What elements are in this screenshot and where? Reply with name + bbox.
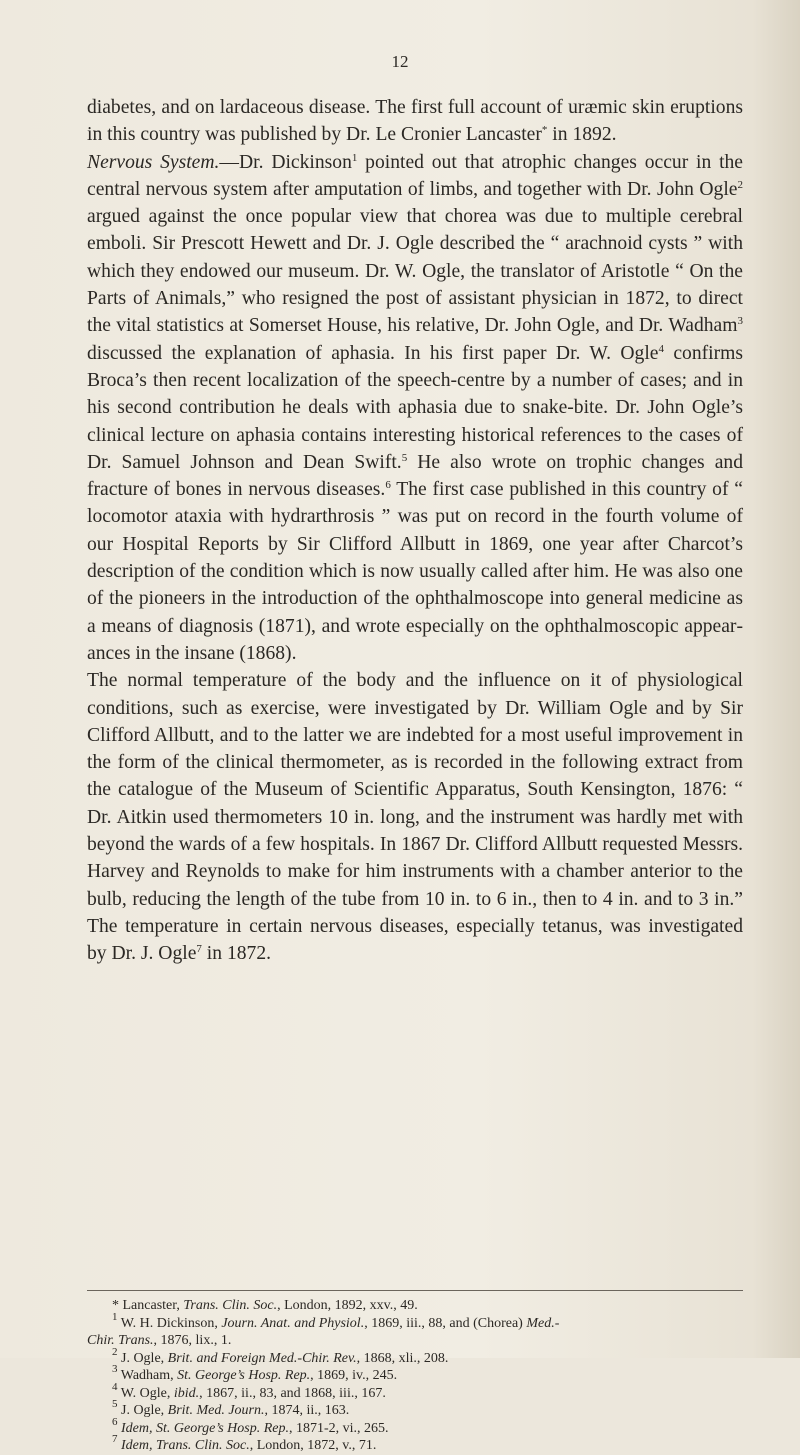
footnote-marker: *: [541, 124, 548, 137]
footnote-marker: 1: [112, 1310, 118, 1323]
footnote-marker: 1: [351, 151, 358, 164]
text-run: * Lancaster,: [112, 1298, 184, 1313]
paragraph: [87, 94, 743, 149]
footnote-marker: 4: [658, 342, 664, 355]
text-run: W. Ogle,: [117, 1385, 174, 1401]
italic-text: Idem, Trans. Clin. Soc.: [121, 1438, 250, 1453]
italic-text: Brit. and Foreign Med.-Chir. Rev.: [167, 1350, 357, 1366]
text-run: , 1871-2, vi., 265.: [288, 1420, 389, 1436]
italic-text: Med.-: [526, 1315, 560, 1331]
footnote: [112, 1310, 752, 1333]
footnote: [112, 1415, 752, 1438]
text-run: discussed the explanation of aphasia. In his first paper Dr. W. Ogle: [87, 342, 659, 364]
page-number: 12: [391, 52, 409, 71]
text-run: pointed out that atrophic changes occur in the central nervous system after amputation of limbs, and together with Dr. John Ogle: [87, 151, 744, 200]
text-run: , 1867, ii., 83, and 1868, iii., 167.: [199, 1385, 386, 1401]
paragraph: [87, 667, 743, 967]
italic-text: Brit. Med. Journ.: [167, 1403, 265, 1418]
italic-text: ibid.: [173, 1385, 200, 1401]
text-run: diabetes, and on lardaceous disease. The first full account of uræmic skin eruptions in this country was published by Dr. Le Cronier Lancaster: [87, 97, 743, 146]
footnote-continuation: [87, 1332, 752, 1350]
footnote-marker: 5: [401, 451, 408, 464]
footnote-marker: 2: [737, 178, 743, 191]
text-run: , 1874, ii., 163.: [264, 1403, 350, 1418]
footnote-marker: 2: [112, 1345, 118, 1358]
text-run: W. H. Dickinson,: [117, 1315, 222, 1331]
body-text: [87, 94, 743, 968]
text-run: The normal temperature of the body and the influence on it of physiological conditions, such as exercise, were investigated by Dr. William Ogle and by Sir Clifford Allbutt, and to the latter we are indebted for a most useful improvement in the form of the clinical thermometer, as is recorded in the following extract from the catalogue of the Museum of Scientific Apparatus, South Kensington, 1876: “ Dr. Aitkin used thermometers 10 in. long, and the instrument was hardly met with beyond the wards of a few hospitals. In 1867 Dr. Clifford Allbutt requested Messrs. Harvey and Reynolds to make for him instruments with a chamber anterior to the bulb, reducing the length of the tube from 10 in. to 6 in., then to 4 in. and to 3 in.” The temperature in certain nervous diseases, especially tetanus, was investigated by Dr. J. Ogle: [87, 670, 743, 965]
text-run: , 1876, lix., 1.: [153, 1333, 232, 1348]
footnotes: [87, 1297, 752, 1455]
text-run: confirms Broca’s then recent localization of the speech-centre by a number of cases; and in his second contribution he deals with aphasia due to snake-bite. Dr. John Ogle’s clinical lecture on aphasia contains interesting historical references to the cases of Dr. Samuel Johnson and Dean Swift.: [87, 342, 743, 473]
text-run: , 1869, iii., 88, and (Chorea): [364, 1315, 527, 1331]
italic-text: Journ. Anat. and Physiol.: [221, 1315, 365, 1331]
italic-text: St. George’s Hosp. Rep.: [177, 1368, 311, 1383]
footnote-marker: 3: [737, 315, 743, 328]
footnote-marker: 6: [385, 479, 391, 492]
footnote: [112, 1433, 752, 1455]
text-run: argued against the once popular view that chorea was due to multiple cerebral emboli. Sir Prescott Hewett and Dr. J. Ogle described the “ arachnoid cysts ” with which they endowed our museum. Dr. W. Ogle, the translator of Aristotle “ On the Parts of Animals,” who resigned the post of assistant physician in 1872, to direct the vital statistics at Somerset House, his relative, Dr. John Ogle, and Dr. Wadham: [87, 206, 743, 337]
footnote: [112, 1297, 752, 1315]
footnote-divider: [87, 1290, 743, 1291]
footnote: [112, 1345, 752, 1368]
text-run: He also wrote on trophic changes and fracture of bones in nervous diseases.: [87, 451, 743, 501]
footnote-marker: 7: [196, 943, 202, 956]
footnote: [112, 1380, 752, 1403]
footnote: [112, 1398, 752, 1420]
text-run: , 1869, iv., 245.: [310, 1368, 398, 1383]
italic-text: Nervous System.: [87, 151, 220, 173]
footnote-marker: 7: [112, 1433, 118, 1445]
text-run: in 1892.: [547, 124, 617, 146]
text-run: Wadham,: [117, 1368, 178, 1383]
footnote-marker: 5: [112, 1398, 118, 1410]
text-run: , London, 1892, xxv., 49.: [277, 1298, 418, 1313]
italic-text: Idem, St. George’s Hosp. Rep.: [121, 1420, 289, 1436]
footnote-marker: 3: [112, 1363, 118, 1375]
footnote-marker: 4: [112, 1380, 118, 1393]
text-run: J. Ogle,: [117, 1350, 168, 1366]
text-run: in 1872.: [201, 943, 272, 965]
paragraph: [87, 149, 743, 668]
footnote-marker: 6: [112, 1415, 118, 1428]
text-run: The first case published in this country of “ locomotor ataxia with hydrarthrosis ” was put on record in the fourth volume of our Hospital Reports by Sir Clifford Allbutt in 1869, one year after Charcot’s description of the condition which is now usually called after him. He was also one of the pioneers in the introduction of the ophthalmoscope into general medicine as a means of diagnosis (1871), and wrote especially on the ophthalmoscopic appearances in the insane (1868).: [87, 479, 743, 664]
text-run: , 1868, xli., 208.: [356, 1350, 449, 1366]
footnote: [112, 1363, 752, 1385]
italic-text: Chir. Trans.: [87, 1333, 154, 1348]
text-run: —Dr. Dickinson: [219, 151, 352, 173]
text-run: , London, 1872, v., 71.: [249, 1438, 377, 1453]
italic-text: Trans. Clin. Soc.: [183, 1298, 278, 1313]
text-run: J. Ogle,: [117, 1403, 168, 1418]
